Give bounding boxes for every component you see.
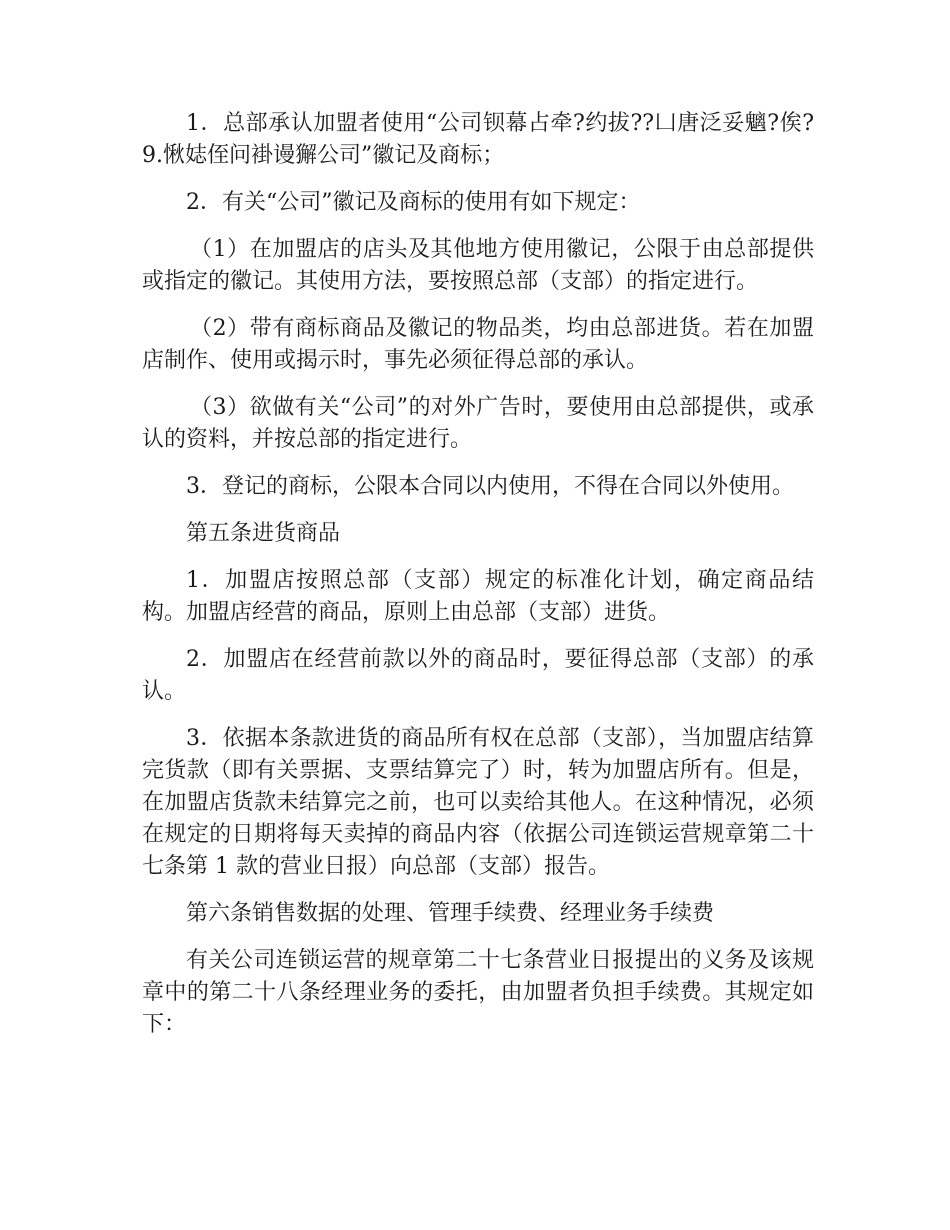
clause-4-2-3-paragraph: （3）欲做有关“公司”的对外广告时，要使用由总部提供，或承认的资料，并按总部的指定进行。 (142, 395, 814, 452)
clause-5-1-paragraph: 1．加盟店按照总部（支部）规定的标准化计划，确定商品结构。加盟店经营的商品，原则上由总部（支部）进货。 (142, 568, 814, 625)
clause-5-2-paragraph: 2．加盟店在经营前款以外的商品时，要征得总部（支部）的承认。 (142, 647, 814, 704)
document-page (142, 108, 814, 1056)
clause-4-2-1-paragraph: （1）在加盟店的店头及其他地方使用徽记，公限于由总部提供或指定的徽记。其使用方法，要按照总部（支部）的指定进行。 (142, 237, 814, 294)
clause-4-2-2-paragraph: （2）带有商标商品及徽记的物品类，均由总部进货。若在加盟店制作、使用或揭示时，事先必须征得总部的承认。 (142, 316, 814, 373)
article-6-heading: 第六条销售数据的处理、管理手续费、经理业务手续费 (186, 901, 715, 926)
clause-4-3-paragraph: 3．登记的商标，公限本合同以内使用，不得在合同以外使用。 (186, 474, 794, 499)
article-5-heading: 第五条进货商品 (186, 521, 341, 546)
clause-4-2-paragraph: 2．有关“公司”徽记及商标的使用有如下规定： (186, 190, 641, 215)
article-6-body-paragraph: 有关公司连锁运营的规章第二十七条营业日报提出的义务及该规章中的第二十八条经理业务的委托，由加盟者负担手续费。其规定如下： (142, 948, 814, 1037)
clause-4-1-paragraph: 1．总部承认加盟者使用“公司钡幕占牵?约拔??凵唐泛妥魑?俟? 9.愀娡侄问褂谩獬公司”徽记及商标； (142, 111, 814, 168)
clause-5-3-paragraph: 3．依据本条款进货的商品所有权在总部（支部），当加盟店结算完货款（即有关票据、支票结算完了）时，转为加盟店所有。但是，在加盟店货款未结算完之前，也可以卖给其他人。在这种情况，必须在规定的日期将每天卖掉的商品内容（依据公司连锁运营规章第二十七条第 1 款的营业日报）向总部（支部）报告。 (142, 726, 814, 879)
